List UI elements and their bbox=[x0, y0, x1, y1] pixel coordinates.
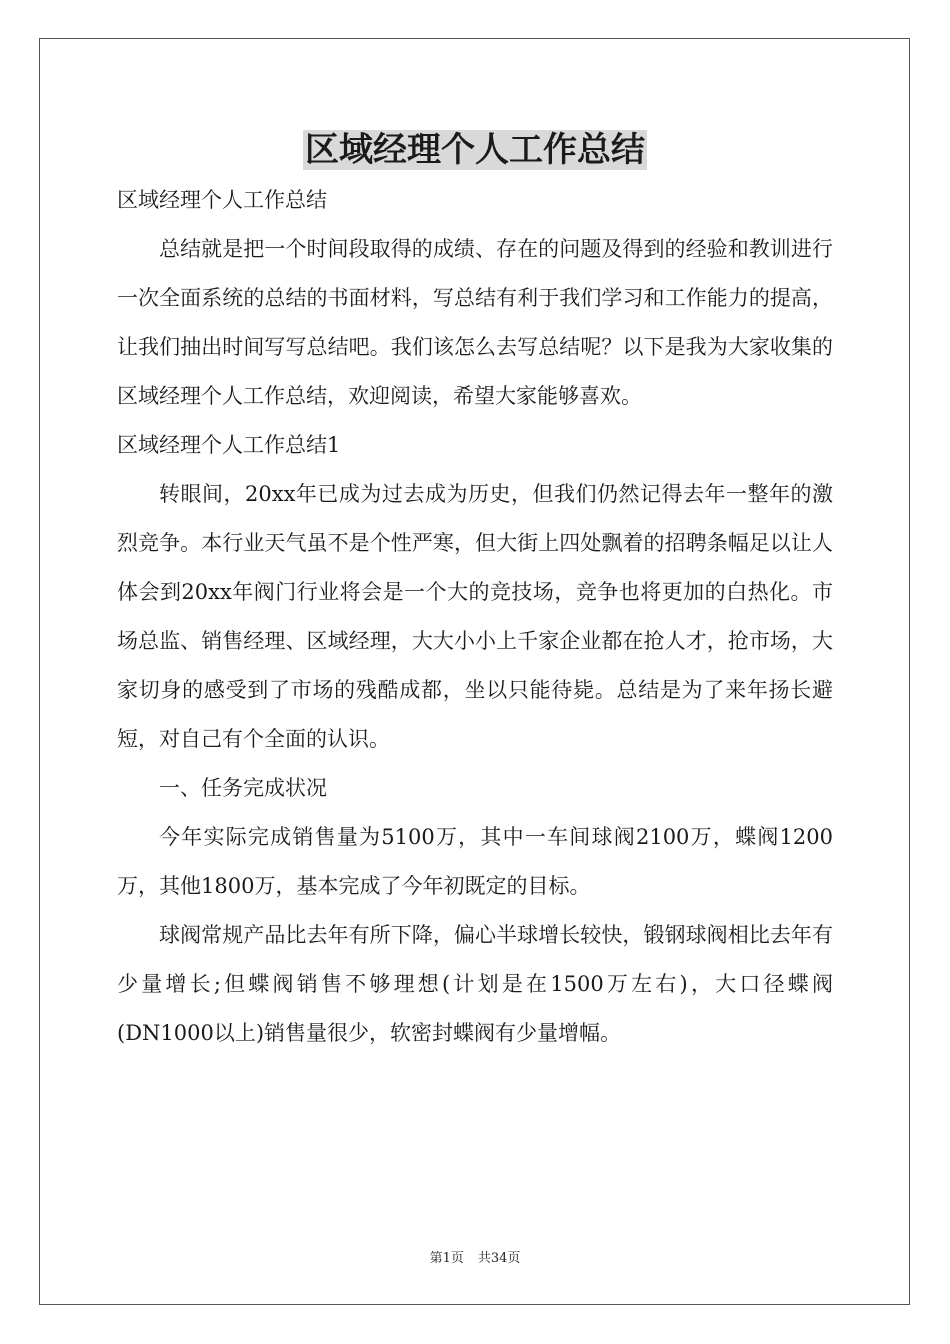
paragraph: 转眼间，20xx年已成为过去成为历史，但我们仍然记得去年一整年的激烈竞争。本行业天气虽不是个性严寒，但大街上四处飘着的招聘条幅足以让人体会到20xx年阀门行业将会是一个大的竞技场，竞争也将更加的白热化。市场总监、销售经理、区域经理，大大小小上千家企业都在抢人才，抢市场，大家切身的感受到了市场的残酷成都，坐以只能待毙。总结是为了来年扬长避短，对自己有个全面的认识。 bbox=[117, 482, 833, 751]
paragraph: 今年实际完成销售量为5100万，其中一车间球阀2100万，蝶阀1200万，其他1800万，基本完成了今年初既定的目标。 bbox=[117, 825, 833, 898]
document-title bbox=[0, 126, 950, 174]
section-heading: 一、任务完成状况 bbox=[159, 776, 327, 800]
paragraph: 总结就是把一个时间段取得的成绩、存在的问题及得到的经验和教训进行一次全面系统的总结的书面材料，写总结有利于我们学习和工作能力的提高，让我们抽出时间写写总结吧。我们该怎么去写总结呢？以下是我为大家收集的区域经理个人工作总结，欢迎阅读，希望大家能够喜欢。 bbox=[117, 237, 833, 408]
page-number: 第1页 bbox=[429, 1251, 464, 1266]
document-title-text: 区域经理个人工作总结 bbox=[305, 130, 645, 170]
paragraph: 区域经理个人工作总结1 bbox=[117, 433, 341, 457]
document-body bbox=[117, 176, 833, 1058]
paragraph: 球阀常规产品比去年有所下降，偏心半球增长较快，锻钢球阀相比去年有少量增长;但蝶阀销售不够理想(计划是在1500万左右)，大口径蝶阀(DN1000以上)销售量很少，软密封蝶阀有少量增幅。 bbox=[117, 923, 833, 1045]
paragraph: 区域经理个人工作总结 bbox=[117, 188, 327, 212]
page-footer bbox=[0, 1247, 950, 1266]
page-total: 共34页 bbox=[477, 1251, 521, 1266]
